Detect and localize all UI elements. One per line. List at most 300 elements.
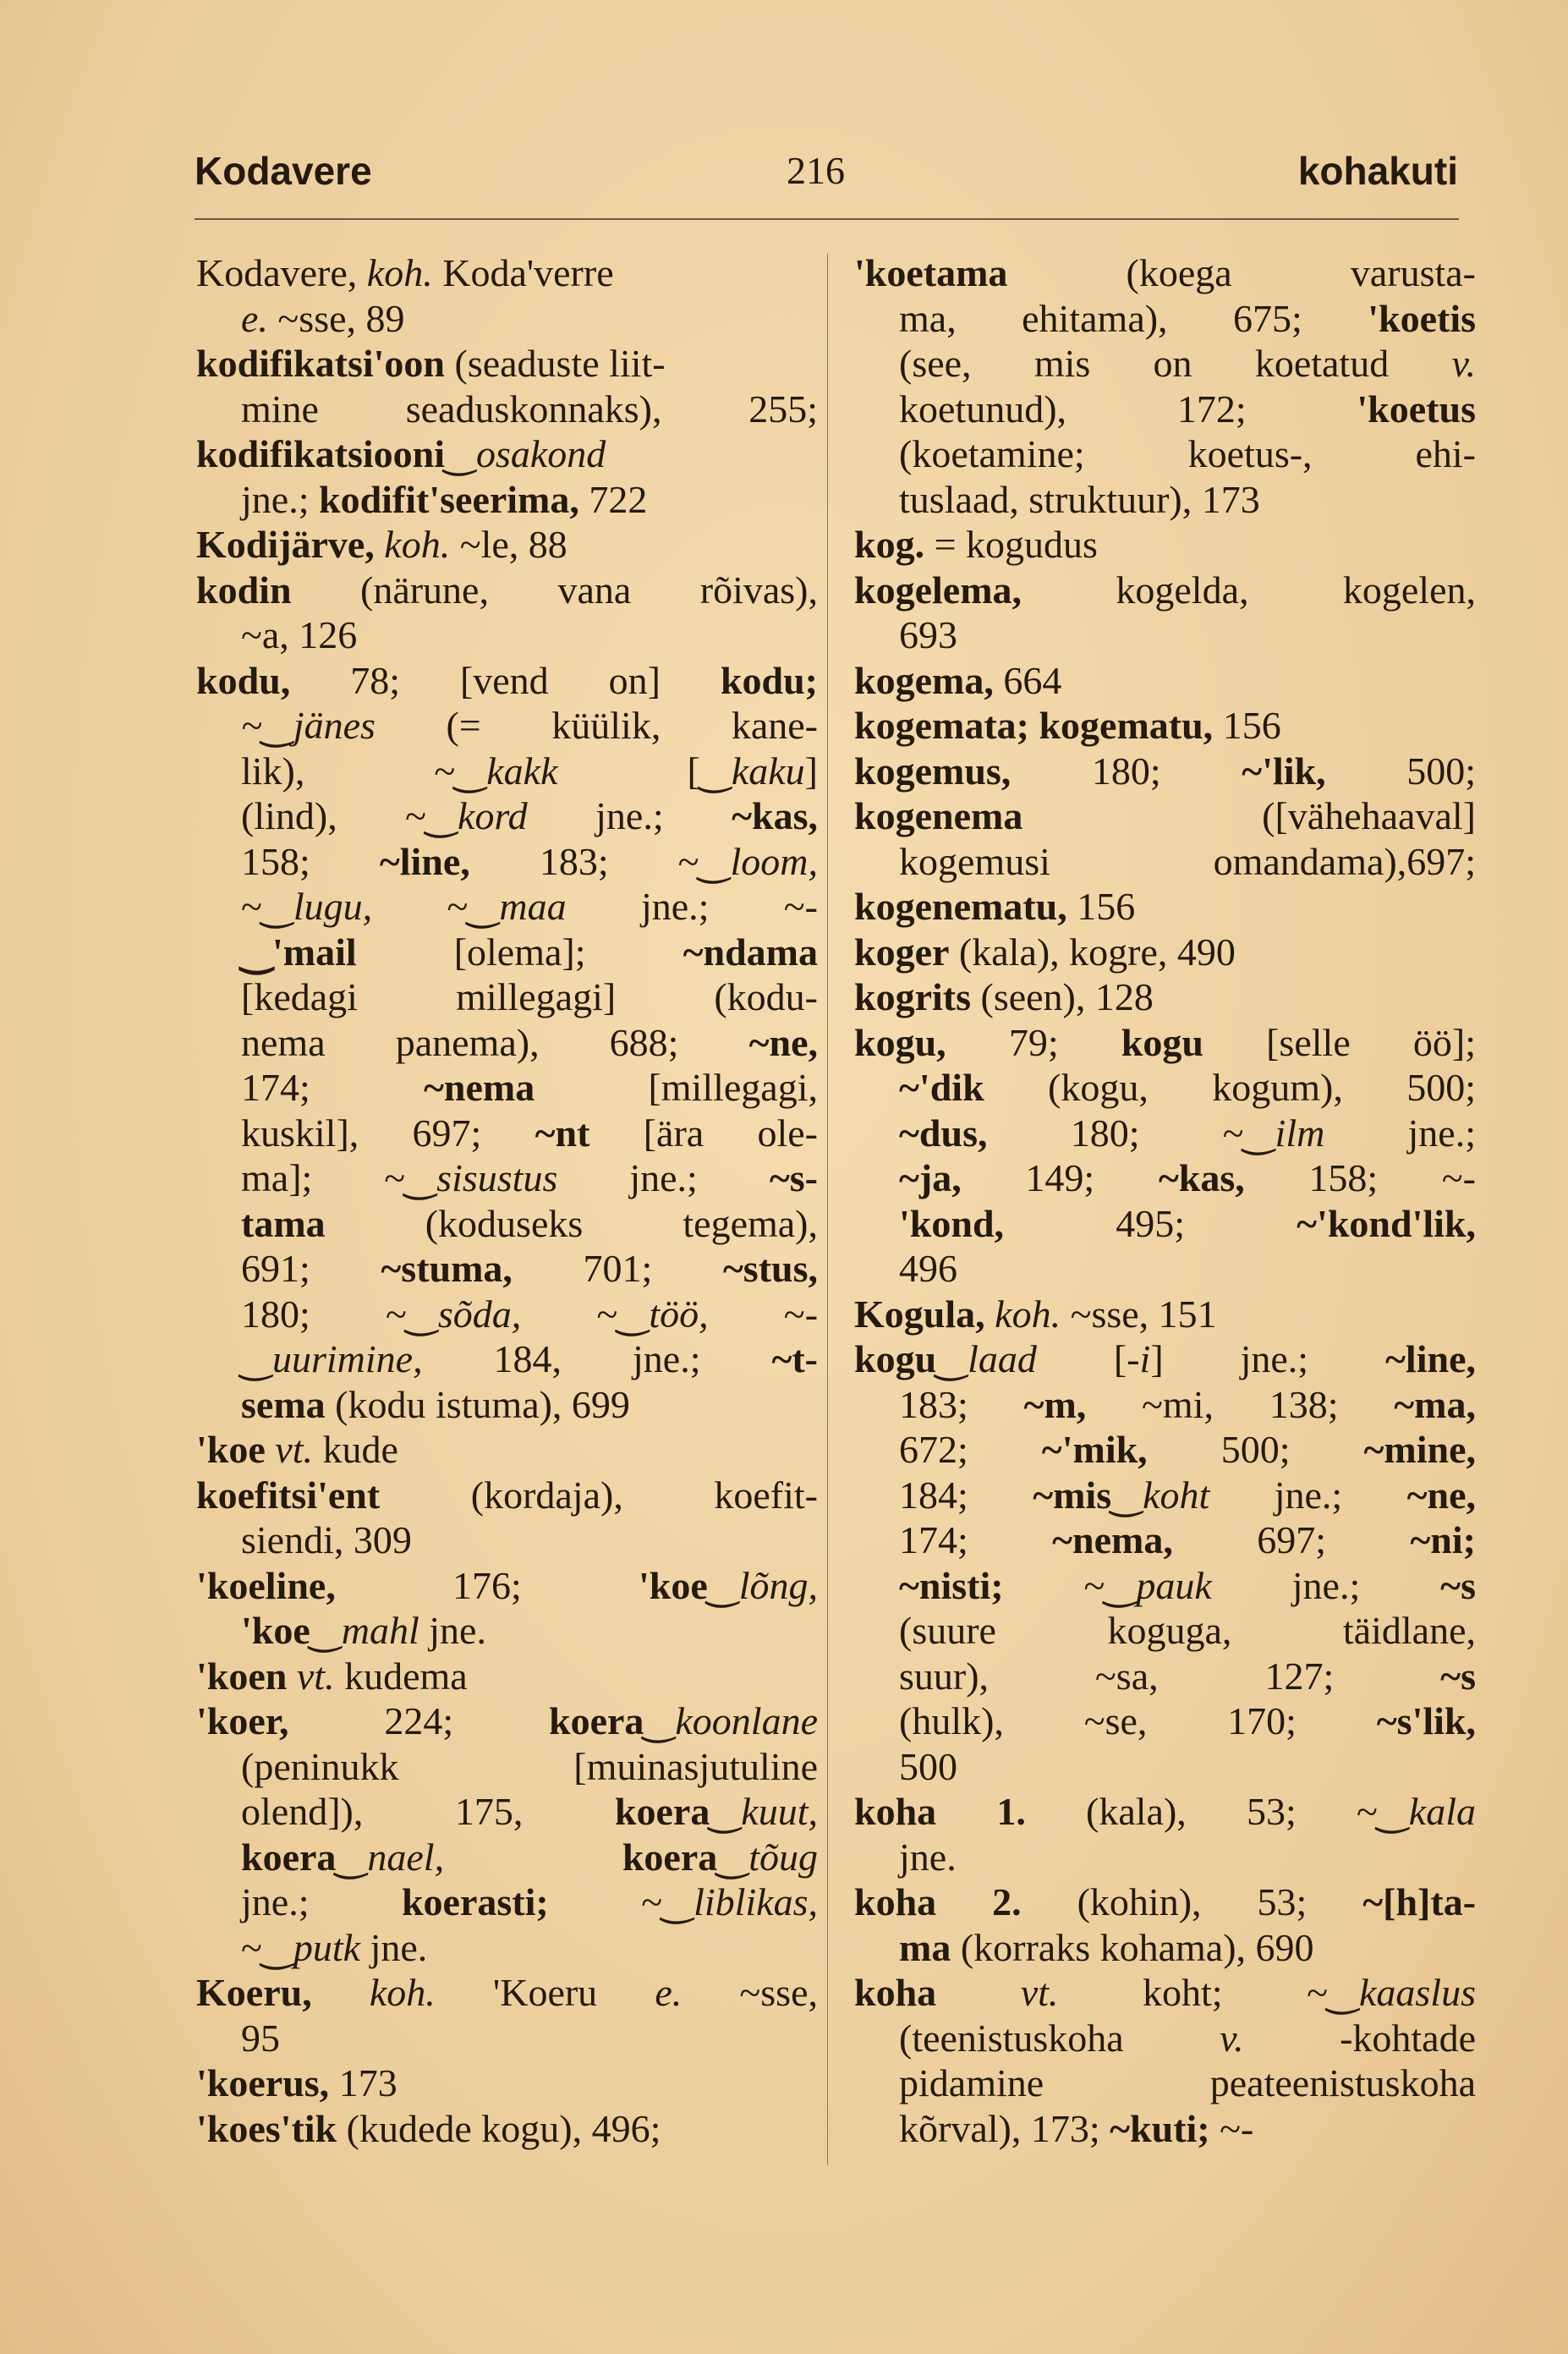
headword-text: kogrits — [854, 975, 971, 1018]
headword-text: ~s — [1440, 1563, 1476, 1607]
text-line — [196, 522, 818, 568]
headword-text: ~'dik — [899, 1066, 984, 1109]
text-line — [196, 1925, 818, 1971]
text-line — [196, 930, 818, 975]
text-span: jne.; — [1324, 1111, 1476, 1155]
text-line — [854, 1473, 1476, 1518]
text-line — [196, 568, 818, 613]
headword-text: 'koe — [241, 1609, 310, 1652]
headword-text: ~[h]ta- — [1362, 1880, 1477, 1923]
headword-text: kogelema, — [854, 568, 1022, 612]
text-line — [854, 2060, 1476, 2106]
text-span: jne. — [419, 1609, 486, 1652]
header-rule — [195, 218, 1459, 220]
text-line — [196, 1111, 818, 1156]
text-span: koetunud), 172; — [899, 387, 1357, 431]
headword-text: 'koetama — [854, 251, 1008, 294]
italic-text: ‿laad — [936, 1337, 1037, 1380]
italic-text: ‿töö, — [617, 1292, 709, 1336]
text-span: jne.; — [241, 1880, 402, 1923]
text-span: 184; — [899, 1473, 1033, 1517]
headword-text: koha 2. — [854, 1880, 1022, 1923]
headword-text: ~'kond'lik, — [1297, 1201, 1476, 1245]
text-span: 174; — [899, 1518, 1053, 1561]
text-span: ~ — [241, 885, 262, 928]
text-span: ma, ehitama), 675; — [899, 296, 1368, 340]
text-span: [millegagi, — [535, 1066, 818, 1109]
text-line — [196, 839, 818, 885]
italic-text: ‿ilm — [1243, 1111, 1325, 1155]
headword-text: kogu — [854, 1337, 937, 1380]
italic-text: ‿kala — [1377, 1790, 1476, 1833]
italic-text: vt. — [1020, 1971, 1059, 2014]
text-span: 184, jne.; — [422, 1337, 772, 1380]
text-line — [196, 1201, 818, 1247]
text-line — [854, 296, 1476, 342]
text-line — [196, 1970, 818, 2016]
text-span: 495; — [1004, 1201, 1297, 1245]
text-span: (teenistuskoha — [899, 2016, 1220, 2060]
text-span: (kala), 53; ~ — [1025, 1790, 1378, 1833]
text-line — [854, 1246, 1476, 1292]
text-line — [196, 1744, 818, 1790]
text-span: ~mi, 138; — [1086, 1382, 1395, 1426]
headword-text: koha 1. — [854, 1790, 1026, 1833]
text-line — [196, 1789, 818, 1835]
text-line — [854, 341, 1476, 387]
headword-text: kodifit'seerima, — [318, 477, 579, 521]
text-line — [196, 658, 818, 704]
headword-text: ~ne, — [748, 1020, 818, 1064]
text-line — [854, 930, 1476, 975]
headword-text: ~m, — [1023, 1382, 1087, 1426]
text-span: ] jne.; — [1150, 1337, 1386, 1380]
text-line — [196, 1835, 818, 1880]
text-line — [854, 1111, 1476, 1156]
headword-text: ~s — [1440, 1654, 1476, 1698]
headword-text: 'koetis — [1368, 296, 1476, 340]
italic-text: koh. — [995, 1292, 1061, 1336]
text-line — [196, 2106, 818, 2152]
text-line — [854, 1065, 1476, 1111]
text-line — [854, 612, 1476, 658]
text-line — [854, 1608, 1476, 1654]
text-span: ~- — [708, 1292, 819, 1336]
italic-text: v. — [1220, 2016, 1244, 2060]
italic-text: koh. — [384, 523, 451, 566]
text-span: (hulk), ~se, 170; — [899, 1699, 1377, 1742]
text-span: (= küülik, kane- — [375, 704, 818, 747]
text-line — [854, 1744, 1476, 1790]
text-span: (koetamine; koetus-, ehi- — [899, 432, 1476, 475]
text-span: 500; — [1147, 1428, 1364, 1471]
headword-text: kodifikatsiooni — [196, 432, 445, 475]
headword-text: ~kuti; — [1110, 2106, 1210, 2150]
right-column — [854, 250, 1476, 2151]
text-span: 183; — [899, 1382, 1024, 1426]
headword-text: Kodijärve, — [196, 523, 385, 566]
text-span: 95 — [241, 2016, 280, 2060]
text-span: 496 — [899, 1247, 957, 1290]
headword-text: ~s'lik, — [1376, 1699, 1476, 1742]
italic-text: ‿kaku — [699, 749, 805, 793]
text-line — [854, 568, 1476, 613]
headword-text: ~nisti; — [899, 1563, 1004, 1607]
text-line — [854, 974, 1476, 1020]
text-span: 158; ~- — [1244, 1156, 1476, 1199]
text-line — [196, 1155, 818, 1201]
text-span: (kudede kogu), 496; — [337, 2106, 661, 2150]
headword-text: tama — [241, 1201, 326, 1245]
text-span: (närune, vana rõivas), — [291, 568, 818, 612]
headword-text: kog. — [854, 523, 925, 566]
text-span: (korraks kohama), 690 — [951, 1925, 1314, 1969]
headword-text: kogu — [1121, 1020, 1203, 1064]
headword-text: 'koe — [196, 1428, 266, 1471]
text-line — [854, 2016, 1476, 2061]
text-line — [196, 1879, 818, 1925]
text-line — [854, 1563, 1476, 1609]
italic-text: koh. — [369, 1971, 436, 2014]
headword-text: ~nt — [535, 1111, 590, 1155]
text-span: -kohtade — [1243, 2016, 1477, 2060]
italic-text: ‿lugu, — [261, 885, 373, 928]
text-line — [854, 1382, 1476, 1428]
text-line — [196, 1336, 818, 1382]
text-span: (kala), kogre, 490 — [949, 930, 1236, 974]
headword-text: kogemus, — [854, 749, 1012, 793]
italic-text: vt. — [296, 1654, 335, 1698]
text-span: lik), ~ — [241, 749, 456, 793]
headword-text: kodu; — [720, 658, 818, 702]
text-span: ~sse, — [682, 1971, 819, 2014]
text-span: kude — [312, 1428, 398, 1471]
text-line — [196, 1517, 818, 1563]
text-span: jne.; — [1211, 1563, 1441, 1607]
text-span: 158; — [241, 839, 380, 883]
text-line — [854, 1517, 1476, 1563]
italic-text: ‿koht — [1111, 1473, 1210, 1517]
headword-text: ~mine, — [1363, 1428, 1477, 1471]
italic-text: ‿osakond — [445, 432, 606, 475]
text-span: ~ — [521, 1292, 618, 1336]
text-line — [854, 749, 1476, 794]
text-line — [196, 1065, 818, 1111]
headword-text: koerasti; — [401, 1880, 549, 1923]
text-span: [kedagi millegagi] (kodu- — [241, 975, 818, 1018]
italic-text: ~‿jänes — [241, 704, 376, 747]
text-span: 156 — [1213, 704, 1281, 747]
italic-text: v. — [1451, 342, 1476, 385]
text-line — [854, 1698, 1476, 1744]
text-span: [ — [557, 749, 700, 793]
headword-text: 'koetus — [1357, 387, 1476, 431]
text-span — [936, 1971, 1021, 2014]
italic-text: ‿nael, — [336, 1835, 445, 1879]
italic-text: ‿loom, — [699, 839, 819, 883]
text-span: 693 — [899, 613, 957, 656]
headword-text: 'koe — [638, 1563, 708, 1607]
text-span: ~ — [548, 1880, 663, 1923]
text-line — [196, 387, 818, 432]
text-line — [854, 2106, 1476, 2152]
italic-text: ‿uurimine, — [241, 1337, 423, 1380]
text-line — [196, 749, 818, 794]
text-span: [ära ole- — [589, 1111, 818, 1155]
headword-text: 'koen — [196, 1654, 288, 1698]
text-span: (see, mis on koetatud — [899, 342, 1452, 385]
text-line — [854, 250, 1476, 296]
headword-text: kodu, — [196, 658, 291, 702]
text-line — [854, 793, 1476, 839]
italic-text: ‿kuut, — [710, 1790, 818, 1833]
headword-text: kodin — [196, 568, 292, 612]
headword-text: kogu, — [854, 1020, 946, 1064]
text-span: 180; — [1011, 749, 1242, 793]
text-span: 701; — [512, 1247, 723, 1290]
headword-text: ~ndama — [683, 930, 818, 974]
text-line — [196, 1427, 818, 1473]
headword-text: ~stuma, — [381, 1247, 513, 1290]
italic-text: ‿maa — [468, 885, 567, 928]
italic-text: ‿pauk — [1105, 1563, 1212, 1607]
headword-text: ~s- — [769, 1156, 818, 1199]
text-line — [196, 1563, 818, 1609]
text-span: 224; — [288, 1699, 549, 1742]
text-line — [854, 1336, 1476, 1382]
text-line — [854, 1925, 1476, 1971]
text-span: 672; — [899, 1428, 1042, 1471]
text-span: mine seaduskonnaks), 255; — [241, 387, 818, 431]
text-span: ~a, 126 — [241, 613, 358, 656]
text-line — [854, 1201, 1476, 1247]
italic-text: ‿kakk — [455, 749, 558, 793]
text-line — [196, 612, 818, 658]
text-span: jne.; — [557, 1156, 770, 1199]
headword-text: koera — [622, 1835, 718, 1879]
headword-text: koha — [854, 1971, 937, 2014]
text-line — [854, 1789, 1476, 1835]
text-span: jne. — [360, 1925, 428, 1969]
headword-text: ~kas, — [732, 794, 818, 837]
headword-text: sema — [241, 1382, 326, 1426]
headword-text: ‿'mail — [241, 930, 357, 974]
header-left-guide-word: Kodavere — [195, 149, 372, 193]
text-line — [196, 341, 818, 387]
headword-text: ~stus, — [722, 1247, 819, 1290]
text-span: ~ — [372, 885, 469, 928]
headword-text: ~line, — [1385, 1337, 1476, 1380]
text-line — [854, 477, 1476, 523]
headword-text: ~nema — [423, 1066, 535, 1109]
text-line — [196, 431, 818, 477]
text-line — [196, 1473, 818, 1518]
text-span: ~- — [1209, 2106, 1254, 2150]
text-span: ~ — [1003, 1563, 1105, 1607]
headword-text: ~kas, — [1158, 1156, 1245, 1199]
text-span: 149; — [961, 1156, 1159, 1199]
italic-text: ‿lõng, — [707, 1563, 818, 1607]
text-span: 173 — [329, 2061, 397, 2104]
text-span: 183; ~ — [469, 839, 699, 883]
headword-text: koera — [614, 1790, 710, 1833]
italic-text: ‿sisustus — [405, 1156, 558, 1199]
text-span: suur), ~sa, 127; — [899, 1654, 1441, 1698]
headword-text: ~'lik, — [1242, 749, 1326, 793]
text-span: kogelda, kogelen, — [1022, 568, 1476, 612]
headword-text: koera — [548, 1699, 644, 1742]
text-span: (kogu, kogum), 500; — [984, 1066, 1476, 1109]
text-line — [854, 1020, 1476, 1066]
text-span: jne.; — [241, 477, 319, 521]
text-line — [854, 839, 1476, 885]
headword-text: kogenematu, — [854, 885, 1067, 928]
headword-text: Kogula, — [854, 1292, 995, 1336]
headword-text: ~mis — [1033, 1473, 1112, 1517]
text-span: ~le, 88 — [450, 523, 567, 566]
text-span: ] — [804, 749, 818, 793]
text-span: 180; ~ — [987, 1111, 1244, 1155]
left-column — [196, 250, 818, 2151]
text-line — [196, 793, 818, 839]
italic-text: ‿kord — [426, 794, 528, 837]
text-span: kõrval), 173; — [899, 2106, 1110, 2150]
text-line — [196, 250, 818, 296]
page-number: 216 — [787, 149, 845, 192]
text-span: kudema — [334, 1654, 468, 1698]
italic-text: ‿sõda, — [406, 1292, 522, 1336]
text-span: ~sse, 89 — [267, 296, 405, 340]
headword-text: 'kond, — [899, 1201, 1005, 1245]
headword-text: Koeru, — [196, 1971, 370, 2014]
text-line — [854, 387, 1476, 432]
text-span: ma]; ~ — [241, 1156, 406, 1199]
text-line — [196, 1246, 818, 1292]
text-span: 174; — [241, 1066, 424, 1109]
text-span: ~ — [241, 1925, 262, 1969]
text-line — [196, 1698, 818, 1744]
italic-text: koh. — [366, 251, 433, 294]
text-span: siendi, 309 — [241, 1518, 412, 1561]
text-span: ~sse, 151 — [1061, 1292, 1217, 1336]
headword-text: ~ni; — [1410, 1518, 1476, 1561]
headword-text: ~nema, — [1052, 1518, 1173, 1561]
headword-text: ~ne, — [1406, 1473, 1476, 1517]
text-span: 500 — [899, 1744, 957, 1788]
text-span: [olema]; — [356, 930, 683, 974]
text-span: koht; ~ — [1058, 1971, 1329, 2014]
italic-text: ‿tõug — [717, 1835, 818, 1879]
headword-text: ~ja, — [899, 1156, 962, 1199]
italic-text: vt. — [275, 1428, 313, 1471]
text-span: [selle öö]; — [1203, 1020, 1476, 1064]
text-line — [854, 703, 1476, 749]
text-span: (peninukk [muinasjutuline — [241, 1744, 818, 1788]
text-span: kuskil], 697; — [241, 1111, 535, 1155]
text-line — [196, 2060, 818, 2106]
text-span: tuslaad, struktuur), 173 — [899, 477, 1260, 521]
italic-text: e. — [655, 1971, 683, 2014]
text-span: (seen), 128 — [971, 975, 1154, 1018]
text-span: kogemusi omandama),697; — [899, 839, 1476, 883]
text-span — [444, 1835, 622, 1879]
text-line — [196, 477, 818, 523]
text-span: Koda'verre — [432, 251, 614, 294]
text-span: 664 — [993, 658, 1062, 702]
text-span — [287, 1654, 297, 1698]
italic-text: e. — [241, 296, 268, 340]
text-line — [854, 1292, 1476, 1337]
headword-text: ~line, — [379, 839, 470, 883]
text-line — [196, 884, 818, 930]
text-span: (kordaja), koefit- — [380, 1473, 818, 1517]
text-line — [196, 703, 818, 749]
text-span: olend]), 175, — [241, 1790, 615, 1833]
headword-text: 'koeline, — [196, 1563, 336, 1607]
headword-text: ~dus, — [899, 1111, 988, 1155]
running-header — [195, 148, 1458, 207]
text-line — [196, 1382, 818, 1428]
text-span: jne.; ~- — [566, 885, 819, 928]
text-span: 'Koeru — [435, 1971, 655, 2014]
header-right-guide-word: kohakuti — [1297, 149, 1458, 193]
text-line — [854, 1879, 1476, 1925]
text-span: 697; — [1172, 1518, 1411, 1561]
headword-text: koera — [241, 1835, 337, 1879]
headword-text: ~t- — [771, 1337, 818, 1380]
text-span: [- — [1036, 1337, 1140, 1380]
text-span: pidamine peateenistuskoha — [899, 2061, 1476, 2104]
column-divider — [827, 254, 828, 2165]
headword-text: kogema, — [854, 658, 994, 702]
italic-text: ‿koonlane — [644, 1699, 818, 1742]
text-line — [854, 522, 1476, 568]
headword-text: koger — [854, 930, 950, 974]
text-line — [854, 1835, 1476, 1880]
text-span: jne.; — [527, 794, 732, 837]
text-span: (suure koguga, täidlane, — [899, 1609, 1476, 1652]
headword-text: ~ma, — [1394, 1382, 1476, 1426]
text-line — [854, 1654, 1476, 1699]
italic-text: ‿kaaslus — [1328, 1971, 1476, 2014]
text-line — [854, 658, 1476, 704]
text-span: Kodavere, — [196, 251, 367, 294]
text-span: jne.; — [1209, 1473, 1407, 1517]
text-span: 176; — [335, 1563, 639, 1607]
text-line — [196, 296, 818, 342]
text-span: (koega varusta- — [1007, 251, 1476, 294]
text-line — [196, 1608, 818, 1654]
headword-text: 'koer, — [196, 1699, 289, 1742]
headword-text: 'koes'tik — [196, 2106, 337, 2150]
text-span: (koduseks tegema), — [325, 1201, 818, 1245]
text-span: = kogudus — [924, 523, 1098, 566]
text-line — [854, 431, 1476, 477]
headword-text: 'koerus, — [196, 2061, 330, 2104]
text-line — [854, 1970, 1476, 2016]
text-span: 500; — [1325, 749, 1477, 793]
text-span: jne. — [899, 1835, 957, 1879]
italic-text: ‿liblikas, — [662, 1880, 819, 1923]
text-line — [196, 1292, 818, 1337]
text-span: 180; ~ — [241, 1292, 407, 1336]
headword-text: kodifikatsi'oon — [196, 342, 445, 385]
headword-text: ~'mik, — [1041, 1428, 1148, 1471]
italic-text: i — [1139, 1337, 1151, 1380]
text-line — [854, 884, 1476, 930]
text-line — [854, 1155, 1476, 1201]
text-line — [196, 2016, 818, 2061]
